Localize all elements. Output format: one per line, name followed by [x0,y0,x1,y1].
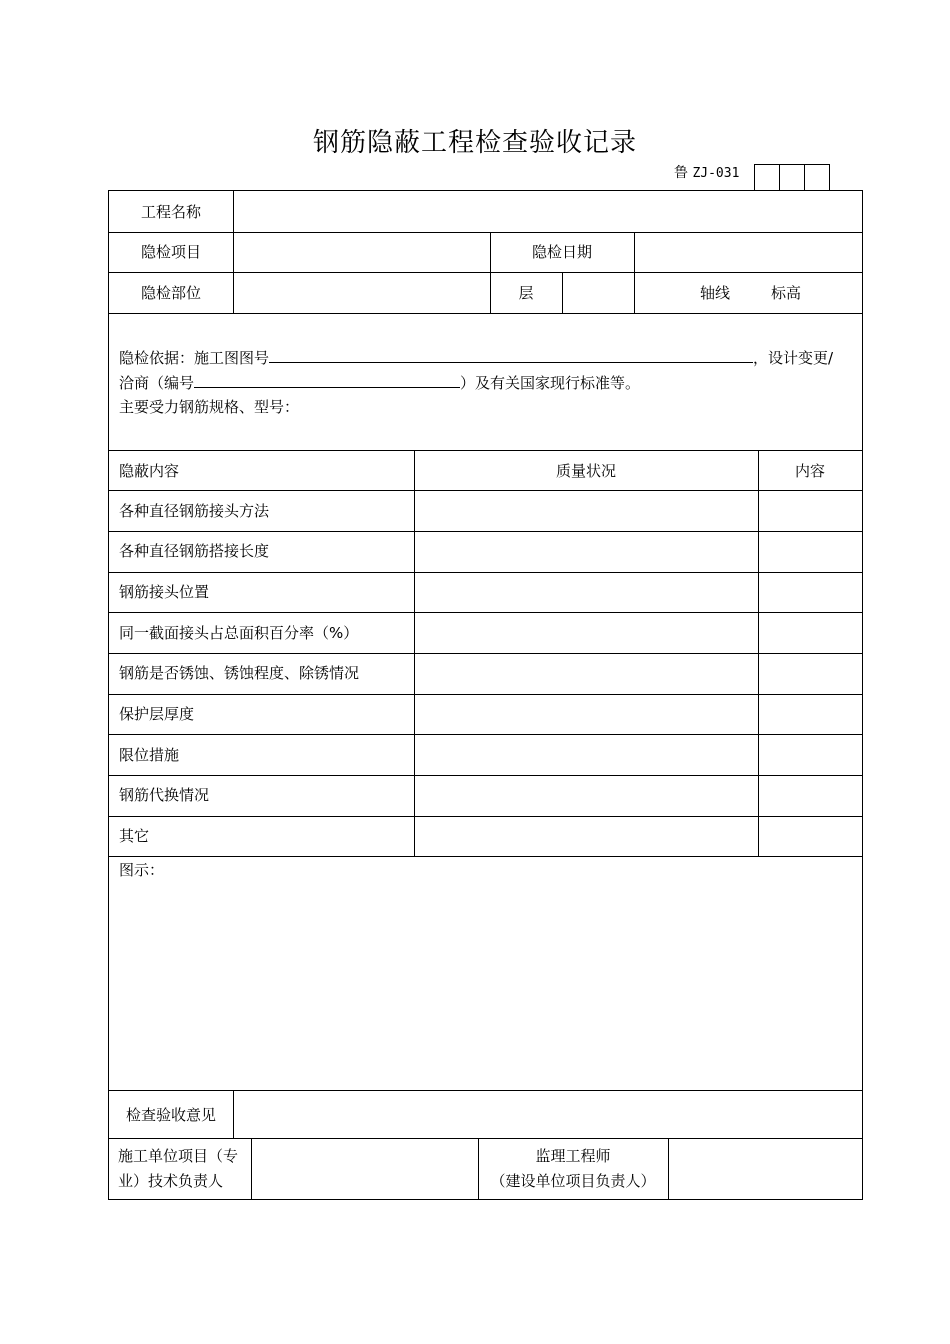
divider [109,450,862,451]
serial-box[interactable] [780,165,805,191]
item-label: 隐检项目 [140,243,201,261]
divider [109,313,862,314]
col-remark-header: 内容 [794,462,825,480]
basis-drawing-label: 隐检依据：施工图图号 [119,349,270,367]
divider [109,734,862,735]
date-field[interactable] [635,234,861,271]
table-row-label: 同一截面接头占总面积百分率（%） [119,624,359,642]
form-code [674,162,739,182]
table-row-label: 钢筋接头位置 [119,583,210,601]
divider [109,612,862,613]
basis-standards-text: ）及有关国家现行标准等。 [460,374,641,392]
basis-change-label: ，设计变更/ [753,349,834,367]
project-name-label: 工程名称 [140,203,201,221]
floor-field[interactable] [563,274,633,312]
supervisor-label-line-2: （建设单位项目负责人） [490,1172,656,1190]
part-label: 隐检部位 [140,284,201,302]
floor-label: 层 [518,284,534,302]
divider [109,816,862,817]
form-table [108,190,863,1200]
divider [109,531,862,532]
opinion-field[interactable] [234,1092,861,1137]
serial-box[interactable] [805,165,829,191]
table-row-label: 钢筋代换情况 [119,786,210,804]
drawing-number-blank[interactable] [269,346,753,363]
rebar-spec-label: 主要受力钢筋规格、型号： [119,398,300,416]
item-field[interactable] [234,234,489,271]
divider [109,572,862,573]
basis-line-1 [119,346,833,368]
divider [109,856,862,857]
negotiation-number-blank[interactable] [194,371,460,388]
divider [758,450,759,856]
table-row-label: 其它 [119,827,150,845]
part-field[interactable] [234,274,489,312]
col-content-header: 隐蔽内容 [119,462,180,480]
diagram-label: 图示： [119,861,165,879]
basis-line-2 [119,371,640,393]
axis-label: 轴线 [700,284,731,302]
table-row-label: 保护层厚度 [119,705,195,723]
contractor-label-line-2: 业）技术负责人 [118,1172,224,1190]
project-name-field[interactable] [234,193,861,231]
divider [109,1138,862,1139]
elevation-label: 标高 [771,284,802,302]
basis-negotiation-label: 洽商（编号 [119,374,195,392]
table-row-label: 钢筋是否锈蚀、锈蚀程度、除锈情况 [119,664,360,682]
divider [109,775,862,776]
col-quality-header: 质量状况 [555,462,616,480]
form-code-prefix: 鲁 [674,165,688,181]
diagram-area[interactable] [111,883,860,1088]
table-row-label: 限位措施 [119,746,180,764]
date-label: 隐检日期 [531,243,592,261]
serial-box[interactable] [755,165,780,191]
contractor-label-line-1: 施工单位项目（专 [118,1147,239,1165]
supervisor-signature-field[interactable] [669,1140,861,1198]
divider [109,694,862,695]
contractor-signature-field[interactable] [252,1140,477,1198]
divider [414,450,415,856]
serial-number-boxes [754,164,830,191]
form-code-number: ZJ-031 [692,166,740,181]
divider [109,272,862,273]
table-row-label: 各种直径钢筋接头方法 [119,502,270,520]
table-row-label: 各种直径钢筋搭接长度 [119,542,270,560]
divider [109,232,862,233]
supervisor-label-line-1: 监理工程师 [535,1147,611,1165]
page-title: 钢筋隐蔽工程检查验收记录 [312,128,637,158]
divider [109,653,862,654]
divider [109,490,862,491]
opinion-label: 检查验收意见 [125,1106,216,1124]
divider [109,1090,862,1091]
